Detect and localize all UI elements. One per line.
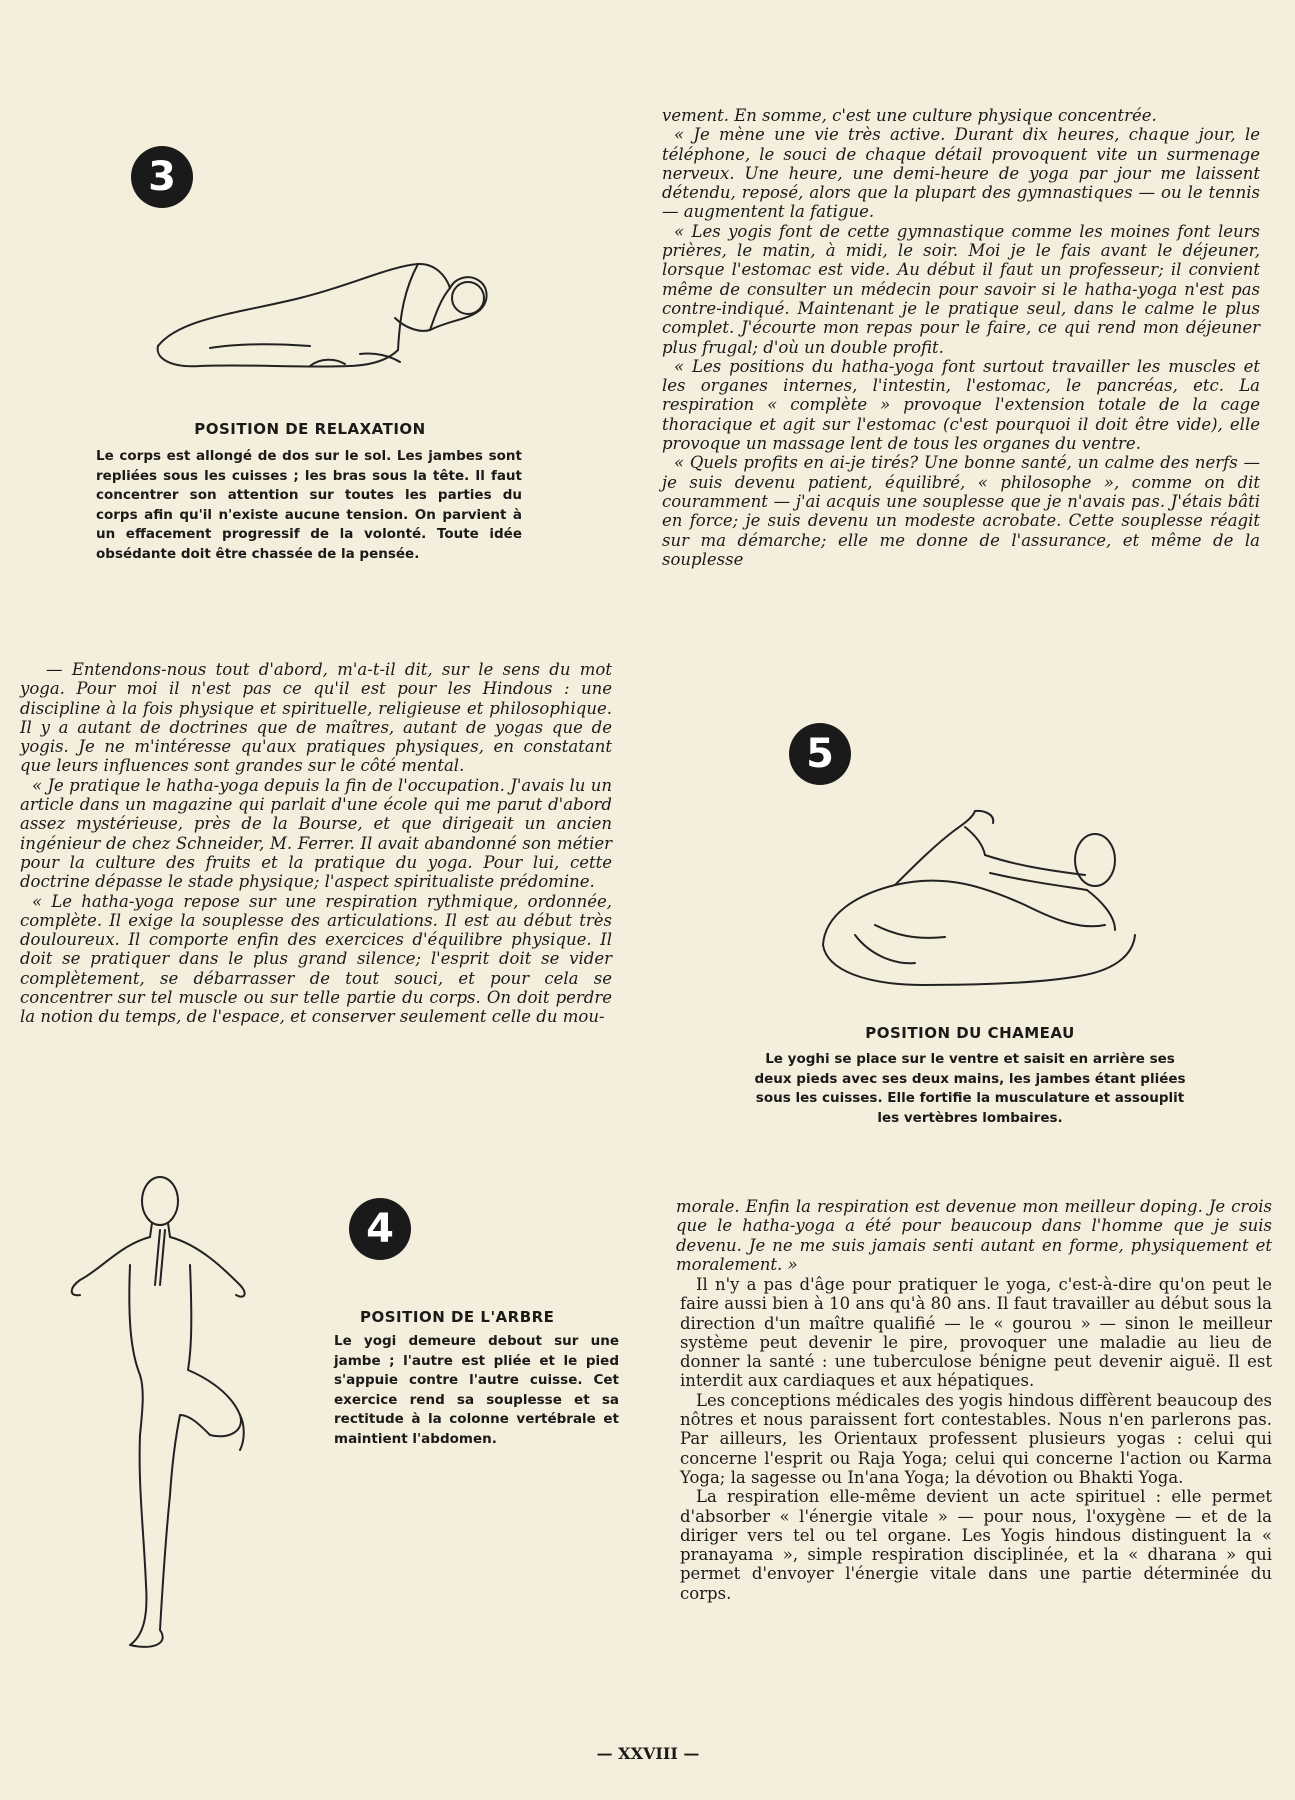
paragraph: « Les yogis font de cette gymnastique comme les moines font leurs prières, le matin, à midi, le soir. Moi je le fais avant le déjeuner, lorsque l'estomac est vide. Au début il faut un professeur; il convient même de consulter un médecin pour savoir si le hatha-yoga n'est pas contre-indiqué. Maintenant je le pratique seul, dans le calme le plus complet. J'écourte mon repas pour le faire, ce qui rend mon déjeuner plus frugal; d'où un double profit. <box>662 221 1260 357</box>
article-column-right-bottom <box>680 1275 1272 1603</box>
paragraph: — Entendons-nous tout d'abord, m'a-t-il dit, sur le sens du mot yoga. Pour moi il n'est pas ce qu'il est pour les Hindous : une discipline à la fois physique et spirituelle, religieuse et philosophique. Il y a autant de doctrines que de maîtres, autant de yogas que de yogis. Je ne m'intéresse qu'aux pratiques physiques, en constatant que leurs influences sont grandes sur le côté mental. <box>20 660 612 776</box>
chameau-title: POSITION DU CHAMEAU <box>865 1024 1075 1042</box>
paragraph: Il n'y a pas d'âge pour pratiquer le yoga, c'est-à-dire qu'on peut le faire aussi bien à 10 ans qu'à 80 ans. Il faut travailler au début sous la direction d'un maître qualifié — le « gourou » — sinon le meilleur système peut devenir le pire, provoquer une maladie au lieu de donner la santé : une tuberculose bénigne peut devenir aiguë. Il est interdit aux cardiaques et aux hépatiques. <box>680 1275 1272 1391</box>
paragraph: morale. Enfin la respiration est devenue mon meilleur doping. Je crois que le hatha-yoga a été pour beaucoup dans l'homme que je suis devenu. Je ne me suis jamais senti autant en forme, physiquement et moralement. » <box>676 1197 1272 1274</box>
tree-pose-illustration <box>60 1175 280 1655</box>
article-column-right-top <box>662 106 1260 569</box>
figure-number-5: 5 <box>789 723 851 785</box>
paragraph: La respiration elle-même devient un acte spirituel : elle permet d'absorber « l'énergie vitale » — pour nous, l'oxygène — et de la diriger vers tel ou tel organe. Les Yogis hindous distinguent la « pranayama », simple respiration disciplinée, et la « dharana » qui permet d'envoyer l'énergie vitale dans une partie déterminée du corps. <box>680 1487 1272 1603</box>
relaxation-pose-illustration <box>150 258 500 378</box>
paragraph: « Quels profits en ai-je tirés? Une bonne santé, un calme des nerfs — je suis devenu patient, équilibré, « philosophe », comme on dit couramment — j'ai acquis une souplesse que je n'avais pas. J'étais bâti en force; je suis devenu un modeste acrobate. Cette souplesse réagit sur ma démarche; elle me donne de l'assurance, et même de la souplesse <box>662 453 1260 569</box>
figure-number-4: 4 <box>349 1198 411 1260</box>
relaxation-title: POSITION DE RELAXATION <box>194 420 426 438</box>
camel-pose-illustration <box>815 805 1145 995</box>
chameau-caption: Le yoghi se place sur le ventre et saisit en arrière ses deux pieds avec ses deux mains, les jambes étant pliées sous les cuisses. Elle fortifie la musculature et assouplit les vertèbres lombaires. <box>754 1051 1186 1126</box>
paragraph: « Le hatha-yoga repose sur une respiration rythmique, ordonnée, complète. Il exige la souplesse des articulations. Il est au début très douloureux. Il comporte enfin des exercices d'équilibre physique. Il doit se pratiquer dans le plus grand silence; l'esprit doit se vider complètement, se débarrasser de tout souci, et pour cela se concentrer sur tel muscle ou sur telle partie du corps. On doit perdre la notion du temps, de l'espace, et conserver seulement celle du mou- <box>20 891 612 1027</box>
arbre-title: POSITION DE L'ARBRE <box>360 1308 555 1326</box>
article-column-right-bottom-italic <box>676 1197 1272 1274</box>
paragraph: Les conceptions médicales des yogis hindous diffèrent beaucoup des nôtres et nous paraissent fort contestables. Nous n'en parlerons pas. Par ailleurs, les Orientaux professent plusieurs yogas : celui qui concerne l'esprit ou Raja Yoga; celui qui concerne l'action ou Karma Yoga; la sagesse ou In'ana Yoga; la dévotion ou Bhakti Yoga. <box>680 1390 1272 1487</box>
paragraph: « Je pratique le hatha-yoga depuis la fin de l'occupation. J'avais lu un article dans un magazine qui parlait d'une école qui me parut d'abord assez mystérieuse, près de la Bourse, et que dirigeait un ancien ingénieur de chez Schneider, M. Ferrer. Il avait abandonné son métier pour la culture des fruits et la pratique du yoga. Pour lui, cette doctrine dépasse le stade physique; l'aspect spiritualiste prédomine. <box>20 775 612 892</box>
paragraph: vement. En somme, c'est une culture physique concentrée. <box>662 106 1157 125</box>
page-number: — XXVIII — <box>596 1744 700 1763</box>
arbre-caption: Le yogi demeure debout sur une jambe ; l'autre est pliée et le pied s'appuie contre l'autre cuisse. Cet exercice rend sa souplesse et sa rectitude à la colonne vertébrale et maintient l'abdomen. <box>334 1333 619 1447</box>
relaxation-caption: Le corps est allongé de dos sur le sol. Les jambes sont repliées sous les cuisses ; les bras sous la tête. Il faut concentrer son attention sur toutes les parties du corps afin qu'il n'existe aucune tension. On parvient à un effacement progressif de la volonté. Toute idée obsédante doit être chassée de la pensée. <box>96 448 522 562</box>
paragraph: « Les positions du hatha-yoga font surtout travailler les muscles et les organes internes, l'intestin, l'estomac, le pancréas, etc. La respiration « complète » provoque l'extension totale de la cage thoracique et agit sur l'estomac (c'est pourquoi il doit être vide), elle provoque un massage lent de tous les organes du ventre. <box>662 356 1260 454</box>
figure-number-3: 3 <box>131 146 193 208</box>
paragraph: « Je mène une vie très active. Durant dix heures, chaque jour, le téléphone, le souci de chaque détail provoquent vite un surmenage nerveux. Une heure, une demi-heure de yoga par jour me laissent détendu, reposé, alors que la plupart des gymnastiques — ou le tennis — augmentent la fatigue. <box>662 125 1260 222</box>
article-column-left-mid <box>20 660 612 1027</box>
